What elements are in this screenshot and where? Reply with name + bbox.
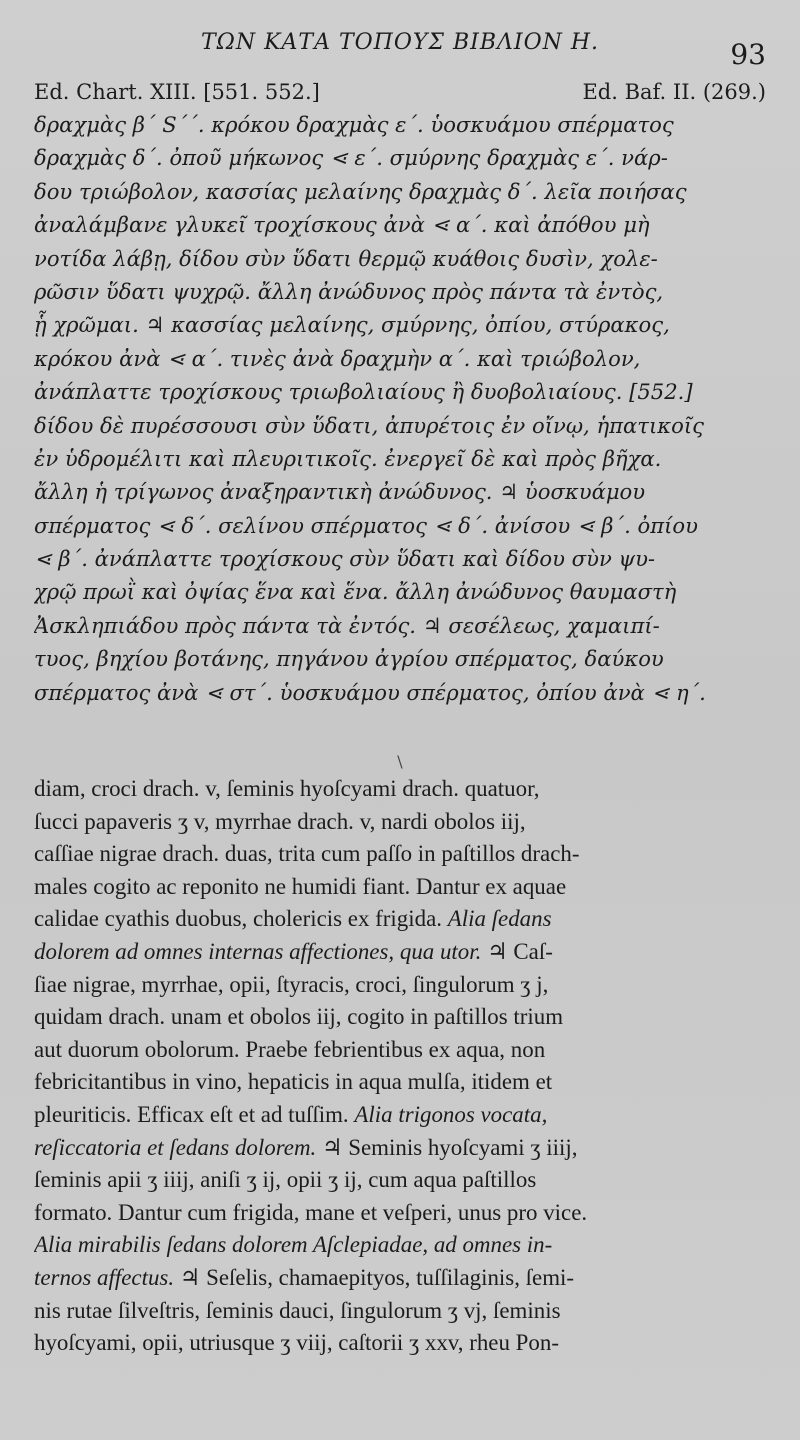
edition-chartier-reference: Ed. Chart. XIII. [551. 552.] bbox=[34, 80, 320, 104]
latin-text-segment: caſſiae nigrae drach. duas, trita cum paſſo in paſtillos drach- bbox=[34, 841, 580, 867]
latin-text-segment: males cogito ac reponito ne humidi fiant. Dantur ex aquae bbox=[34, 873, 567, 899]
greek-text-line: δου τριώβολον, κασσίας μελαίνης δραχμὰς δ΄. λεῖα ποιήσας bbox=[34, 178, 687, 204]
greek-text-line: δραχμὰς β΄ S΄΄. κρόκου δραχμὰς ε΄. ὑοσκυάμου σπέρματος bbox=[34, 112, 674, 137]
latin-italic-segment: Alia ſedans bbox=[447, 906, 552, 932]
greek-text-line: ἐν ὑδρομέλιτι καὶ πλευριτικοῖς. ἐνεργεῖ δὲ καὶ πρὸς βῆχα. bbox=[34, 445, 662, 471]
greek-text-line: χρῷ πρωῒ καὶ ὀψίας ἕνα καὶ ἕνα. ἄλλη ἀνώδυνος θαυμαστὴ bbox=[34, 579, 677, 605]
latin-text-line bbox=[34, 1229, 766, 1262]
latin-text-segment: calidae cyathis duobus, cholericis ex frigida. bbox=[34, 906, 448, 932]
latin-text-line bbox=[34, 936, 766, 969]
greek-text-line: κρόκου ἀνὰ ⋖ α΄. τινὲς ἀνὰ δραχμὴν α΄. καὶ τριώβολον, bbox=[34, 345, 641, 371]
latin-text-line bbox=[34, 838, 766, 871]
running-title: ΤΩΝ ΚΑΤΑ ΤΟΠΟΥΣ ΒΙΒΛΙΟΝ Η. bbox=[200, 30, 600, 55]
edition-reference-line bbox=[34, 80, 766, 108]
latin-text-segment: pleuriticis. Efficax eſt et ad tuſſim. bbox=[34, 1101, 355, 1127]
latin-text-segment: ♃ Seſelis, chamaepityos, tuſſilaginis, ſemi- bbox=[179, 1264, 575, 1290]
greek-text-line: νοτίδα λάβῃ, δίδου σὺν ὕδατι θερμῷ κυάθοις δυσὶν, χολε- bbox=[34, 245, 658, 271]
greek-text-line: ἀναλάμβανε γλυκεῖ τροχίσκους ἀνὰ ⋖ α΄. καὶ ἀπόθου μὴ bbox=[34, 212, 650, 238]
latin-text-line bbox=[34, 1001, 766, 1034]
latin-text-line bbox=[34, 1164, 766, 1197]
column-divider-mark: \ bbox=[397, 752, 403, 771]
latin-text-line bbox=[34, 1295, 766, 1328]
edition-basel-reference: Ed. Baf. II. (269.) bbox=[582, 80, 766, 104]
latin-text-line bbox=[34, 1132, 766, 1165]
latin-text-line bbox=[34, 1066, 766, 1099]
greek-text-line: σπέρματος ἀνὰ ⋖ στ΄. ὑοσκυάμου σπέρματος, ὀπίου ἀνὰ ⋖ η΄. bbox=[34, 679, 706, 705]
latin-text-segment: ſiae nigrae, myrrhae, opii, ſtyracis, croci, ſingulorum ʒ j, bbox=[34, 971, 549, 997]
latin-text-line bbox=[34, 1034, 766, 1067]
latin-italic-segment: Alia trigonos vocata, bbox=[354, 1101, 548, 1127]
latin-text-segment: febricitantibus in vino, hepaticis in aqua mulſa, itidem et bbox=[34, 1069, 553, 1095]
latin-text-line bbox=[34, 871, 766, 904]
greek-text-line: ⋖ β΄. ἀνάπλαττε τροχίσκους σὺν ὕδατι καὶ δίδου σὺν ψυ- bbox=[34, 546, 656, 572]
greek-text-line: δίδου δὲ πυρέσσουσι σὺν ὕδατι, ἀπυρέτοις ἐν οἴνῳ, ἡπατικοῖς bbox=[34, 412, 704, 438]
page-number: 93 bbox=[730, 38, 766, 71]
greek-text-line: ἄλλη ἡ τρίγωνος ἀναξηραντικὴ ἀνώδυνος. ♃ ὑοσκυάμου bbox=[34, 479, 646, 505]
latin-text-line bbox=[34, 1197, 766, 1230]
latin-text-line bbox=[34, 773, 766, 806]
greek-text-line: δραχμὰς δ΄. ὀποῦ μήκωνος ⋖ ε΄. σμύρνης δραχμὰς ε΄. νάρ- bbox=[34, 145, 668, 171]
latin-text-segment: ſucci papaveris ʒ v, myrrhae drach. v, nardi obolos iij, bbox=[34, 808, 526, 834]
latin-text-segment: nis rutae ſilveſtris, ſeminis dauci, ſingulorum ʒ vj, ſeminis bbox=[34, 1297, 561, 1323]
latin-text-segment: formato. Dantur cum frigida, mane et veſperi, unus pro vice. bbox=[34, 1199, 588, 1225]
greek-text-line: ᾗ χρῶμαι. ♃ κασσίας μελαίνης, σμύρνης, ὀπίου, στύρακος, bbox=[34, 312, 670, 338]
latin-italic-segment: ternos affectus. bbox=[34, 1264, 180, 1290]
latin-text-block bbox=[34, 773, 766, 1360]
latin-text-segment: ♃ Caſ- bbox=[487, 938, 553, 964]
latin-text-line bbox=[34, 806, 766, 839]
greek-text-line: τυος, βηχίου βοτάνης, πηγάνου ἀγρίου σπέρματος, δαύκου bbox=[34, 646, 664, 672]
greek-text-block bbox=[34, 108, 764, 709]
latin-text-segment: aut duorum obolorum. Praebe febrientibus ex aqua, non bbox=[34, 1036, 546, 1062]
greek-text-line: ρῶσιν ὕδατι ψυχρῷ. ἄλλη ἀνώδυνος πρὸς πάντα τὰ ἐντὸς, bbox=[34, 278, 664, 304]
latin-text-segment: diam, croci drach. v, ſeminis hyoſcyami drach. quatuor, bbox=[34, 776, 540, 801]
latin-text-line bbox=[34, 969, 766, 1002]
latin-text-segment: hyoſcyami, opii, utriusque ʒ viij, caſtorii ʒ xxv, rheu Pon- bbox=[34, 1330, 559, 1356]
latin-text-segment: ♃ Seminis hyoſcyami ʒ iiij, bbox=[321, 1134, 578, 1160]
latin-text-line bbox=[34, 1099, 766, 1132]
greek-text-line: ἀνάπλαττε τροχίσκους τριωβολιαίους ἢ δυοβολιαίους. [552.] bbox=[34, 379, 693, 405]
latin-text-line bbox=[34, 1262, 766, 1295]
greek-text-line: Ἀσκληπιάδου πρὸς πάντα τὰ ἐντός. ♃ σεσέλεως, χαμαιπί- bbox=[34, 612, 660, 638]
latin-text-segment: quidam drach. unam et obolos iij, cogito in paſtillos trium bbox=[34, 1004, 564, 1030]
latin-text-line bbox=[34, 1327, 766, 1360]
greek-text-line: σπέρματος ⋖ δ΄. σελίνου σπέρματος ⋖ δ΄. ἀνίσου ⋖ β΄. ὀπίου bbox=[34, 512, 698, 538]
latin-text-segment: ſeminis apii ʒ iiij, aniſi ʒ ij, opii ʒ ij, cum aqua paſtillos bbox=[34, 1167, 537, 1193]
latin-italic-segment: dolorem ad omnes internas affectiones, qua utor. bbox=[34, 938, 488, 964]
latin-italic-segment: reſiccatoria et ſedans dolorem. bbox=[34, 1134, 322, 1160]
latin-text-line bbox=[34, 903, 766, 936]
latin-italic-segment: Alia mirabilis ſedans dolorem Aſclepiadae, ad omnes in- bbox=[34, 1232, 553, 1258]
